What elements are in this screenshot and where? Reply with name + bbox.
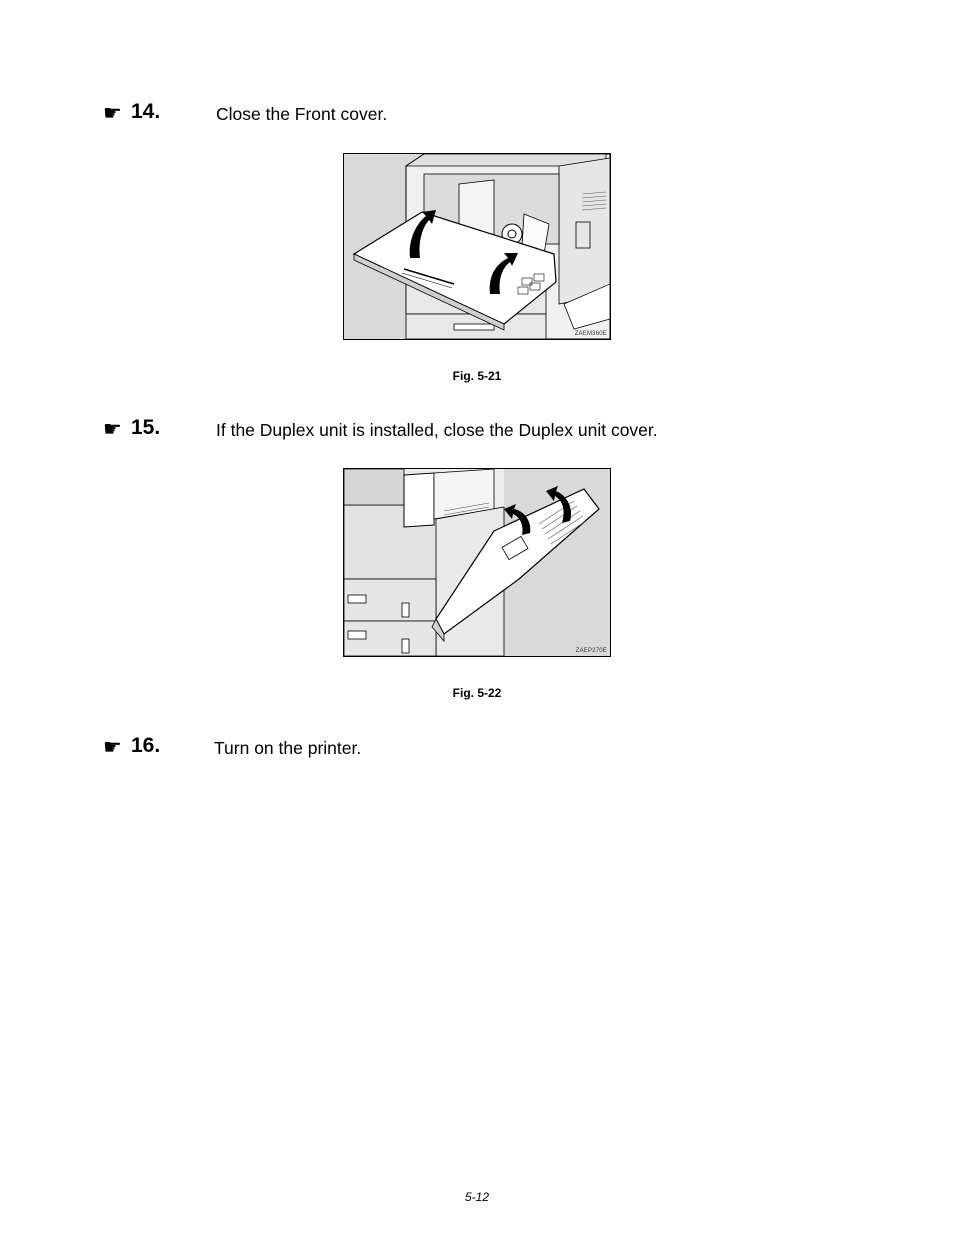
printer-front-cover-illustration <box>344 154 610 339</box>
step-15 <box>103 415 903 445</box>
step-number: 16. <box>131 734 161 757</box>
step-number: 15. <box>131 416 161 439</box>
printer-duplex-cover-illustration <box>344 469 610 656</box>
figure-code: ZAEP270E <box>575 648 607 654</box>
figure-caption: Fig. 5-22 <box>452 686 502 700</box>
step-14 <box>103 99 903 129</box>
step-text: Close the Front cover. <box>216 104 388 124</box>
figure-code: ZAEM360E <box>574 331 607 337</box>
figure-duplex-cover <box>343 468 611 657</box>
pointing-hand-icon: ☛ <box>103 735 122 759</box>
pointing-hand-icon: ☛ <box>103 417 122 441</box>
step-text: Turn on the printer. <box>214 738 362 758</box>
step-number: 14. <box>131 100 161 123</box>
figure-front-cover <box>343 153 611 340</box>
step-text: If the Duplex unit is installed, close the Duplex unit cover. <box>216 420 658 440</box>
figure-caption: Fig. 5-21 <box>452 369 502 383</box>
pointing-hand-icon: ☛ <box>103 101 122 125</box>
step-16 <box>103 733 903 763</box>
page-number: 5-12 <box>464 1190 490 1204</box>
